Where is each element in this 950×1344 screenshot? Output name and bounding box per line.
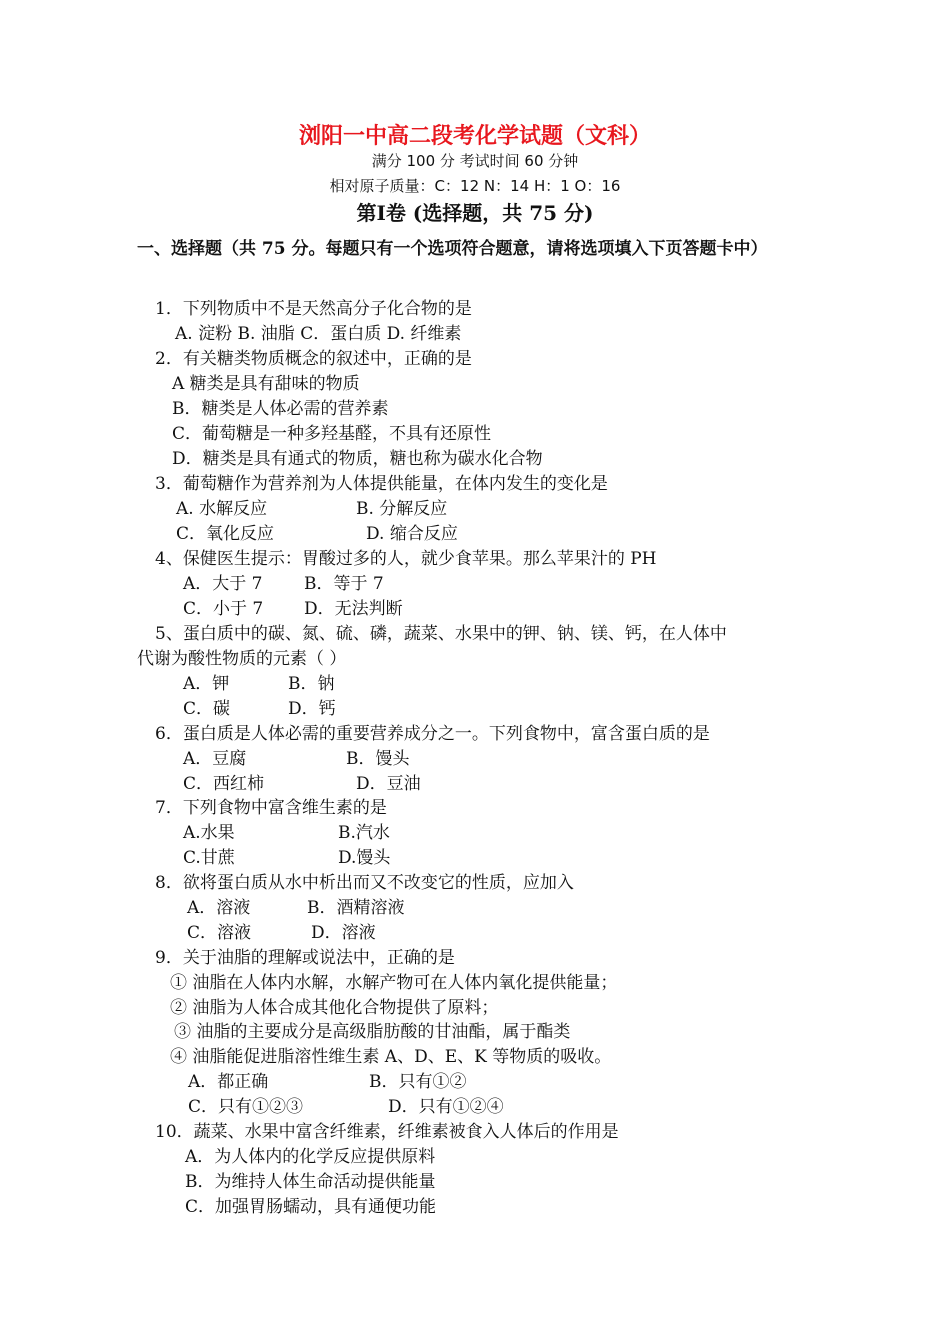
question-9-statement-4: ④ 油脂能促进脂溶性维生素 A、D、E、K 等物质的吸收。: [170, 1047, 612, 1067]
question-9-stem: 9．关于油脂的理解或说法中，正确的是: [155, 948, 455, 968]
question-8-stem: 8．欲将蛋白质从水中析出而又不改变它的性质，应加入: [155, 873, 574, 893]
question-3-option-c: C．氧化反应: [176, 524, 275, 544]
question-10-option-c: C．加强胃肠蠕动，具有通便功能: [185, 1197, 437, 1217]
question-4-option-b: B．等于 7: [304, 574, 384, 594]
question-1-stem: 1．下列物质中不是天然高分子化合物的是: [155, 299, 472, 319]
question-4-option-c: C．小于 7: [183, 599, 264, 619]
question-6-option-c: C．西红柿: [183, 774, 265, 794]
question-8-option-c: C．溶液: [187, 923, 252, 943]
question-9-option-c: C．只有①②③: [188, 1097, 304, 1117]
question-9-statement-3: ③ 油脂的主要成分是高级脂肪酸的甘油酯，属于酯类: [174, 1022, 571, 1042]
question-2-option-d: D．糖类是具有通式的物质，糖也称为碳水化合物: [172, 449, 543, 469]
question-3-option-a: A. 水解反应: [176, 499, 268, 519]
question-2-stem: 2．有关糖类物质概念的叙述中，正确的是: [155, 349, 472, 369]
question-9-statement-1: ① 油脂在人体内水解，水解产物可在人体内氧化提供能量；: [170, 973, 618, 993]
question-1-options: A. 淀粉 B. 油脂 C．蛋白质 D. 纤维素: [175, 324, 462, 344]
question-6-option-d: D．豆油: [356, 774, 421, 794]
section-heading: 一、选择题（共 75 分。每题只有一个选项符合题意，请将选项填入下页答题卡中）: [137, 239, 768, 259]
question-7-option-b: B.汽水: [338, 823, 390, 843]
question-8-option-d: D．溶液: [311, 923, 376, 943]
question-3-option-d: D. 缩合反应: [366, 524, 458, 544]
question-4-stem: 4、保健医生提示：胃酸过多的人，就少食苹果。那么苹果汁的 PH: [155, 549, 657, 569]
question-9-statement-2: ② 油脂为人体合成其他化合物提供了原料；: [170, 998, 499, 1018]
question-5-option-d: D．钙: [288, 699, 336, 719]
question-7-option-a: A.水果: [183, 823, 235, 843]
exam-title: 浏阳一中高二段考化学试题（文科）: [298, 123, 651, 149]
question-6-stem: 6．蛋白质是人体必需的重要营养成分之一。下列食物中，富含蛋白质的是: [155, 724, 710, 744]
question-7-option-c: C.甘蔗: [183, 848, 235, 868]
question-4-option-d: D．无法判断: [304, 599, 403, 619]
question-5-stem-line1: 5、蛋白质中的碳、氮、硫、磷，蔬菜、水果中的钾、钠、镁、钙，在人体中: [155, 624, 727, 644]
question-9-option-a: A．都正确: [188, 1072, 269, 1092]
question-8-option-b: B．酒精溶液: [307, 898, 405, 918]
question-10-stem: 10．蔬菜、水果中富含纤维素，纤维素被食入人体后的作用是: [155, 1122, 619, 1142]
question-3-stem: 3．葡萄糖作为营养剂为人体提供能量，在体内发生的变化是: [155, 474, 608, 494]
question-9-option-b: B．只有①②: [369, 1072, 467, 1092]
question-8-option-a: A．溶液: [187, 898, 251, 918]
question-10-option-b: B．为维持人体生命活动提供能量: [185, 1172, 436, 1192]
question-5-option-c: C．碳: [183, 699, 231, 719]
question-5-stem-line2: 代谢为酸性物质的元素（ ）: [137, 649, 347, 669]
question-4-option-a: A．大于 7: [183, 574, 263, 594]
question-6-option-b: B．馒头: [346, 749, 410, 769]
question-5-option-a: A．钾: [183, 674, 230, 694]
question-2-option-c: C．葡萄糖是一种多羟基醛，不具有还原性: [172, 424, 492, 444]
question-7-stem: 7．下列食物中富含维生素的是: [155, 798, 387, 818]
score-time-line: 满分 100 分 考试时间 60 分钟: [371, 152, 579, 170]
question-3-option-b: B. 分解反应: [356, 499, 448, 519]
question-7-option-d: D.馒头: [338, 848, 391, 868]
question-2-option-a: A 糖类是具有甜味的物质: [172, 374, 360, 394]
part-heading: 第Ⅰ卷 (选择题，共 75 分): [356, 201, 594, 225]
atomic-mass-line: 相对原子质量：C：12 N：14 H：1 O：16: [329, 177, 621, 195]
question-6-option-a: A．豆腐: [183, 749, 247, 769]
question-10-option-a: A．为人体内的化学反应提供原料: [185, 1147, 436, 1167]
question-9-option-d: D．只有①②④: [388, 1097, 504, 1117]
question-2-option-b: B．糖类是人体必需的营养素: [172, 399, 389, 419]
question-5-option-b: B．钠: [288, 674, 335, 694]
